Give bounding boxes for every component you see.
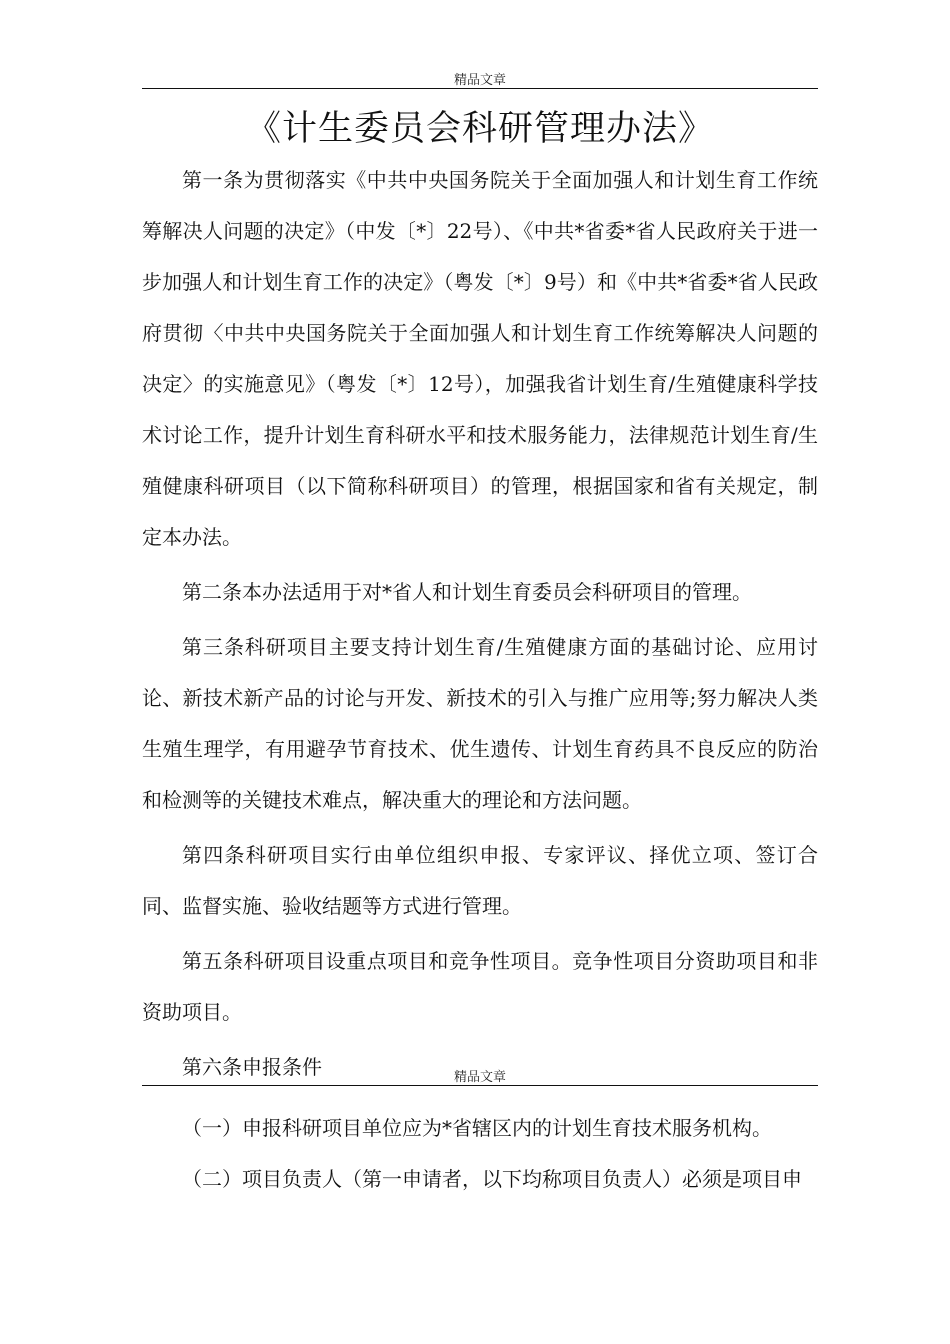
article-5-paragraph: 第五条科研项目设重点项目和竞争性项目。竞争性项目分资助项目和非资助项目。 <box>142 949 818 1024</box>
page-break-rule <box>142 1085 818 1086</box>
article-4-paragraph: 第四条科研项目实行由单位组织申报、专家评议、择优立项、签订合同、监督实施、验收结题等方式进行管理。 <box>142 843 818 918</box>
page-header-label: 精品文章 <box>453 73 506 88</box>
article-2-paragraph: 第二条本办法适用于对*省人和计划生育委员会科研项目的管理。 <box>182 580 752 604</box>
document-title: 《计生委员会科研管理办法》 <box>245 109 714 149</box>
article-6-heading: 第六条申报条件 <box>182 1055 322 1079</box>
condition-2-paragraph: （二）项目负责人（第一申请者，以下均称项目负责人）必须是项目申 <box>182 1167 802 1191</box>
header-rule <box>142 88 818 89</box>
article-1-paragraph: 第一条为贯彻落实《中共中央国务院关于全面加强人和计划生育工作统筹解决人问题的决定》（中发〔*〕22号）、《中共*省委*省人民政府关于进一步加强人和计划生育工作的决定》（粤发〔*〕9号）和《中共*省委*省人民政府贯彻〈中共中央国务院关于全面加强人和计划生育工作统筹解决人问题的决定〉的实施意见》（粤发〔*〕12号），加强我省计划生育/生殖健康科学技术讨论工作，提升计划生育科研水平和技术服务能力，法律规范计划生育/生殖健康科研项目（以下简称科研项目）的管理，根据国家和省有关规定，制定本办法。 <box>142 168 818 549</box>
document-body <box>142 155 818 1093</box>
page-break-label: 精品文章 <box>453 1070 506 1085</box>
condition-1-paragraph: （一）申报科研项目单位应为*省辖区内的计划生育技术服务机构。 <box>182 1116 772 1140</box>
document-body-page-2 <box>142 1103 818 1205</box>
article-3-paragraph: 第三条科研项目主要支持计划生育/生殖健康方面的基础讨论、应用讨论、新技术新产品的讨论与开发、新技术的引入与推广应用等;努力解决人类生殖生理学，有用避孕节育技术、优生遗传、计划生育药具不良反应的防治和检测等的关键技术难点，解决重大的理论和方法问题。 <box>142 635 818 812</box>
